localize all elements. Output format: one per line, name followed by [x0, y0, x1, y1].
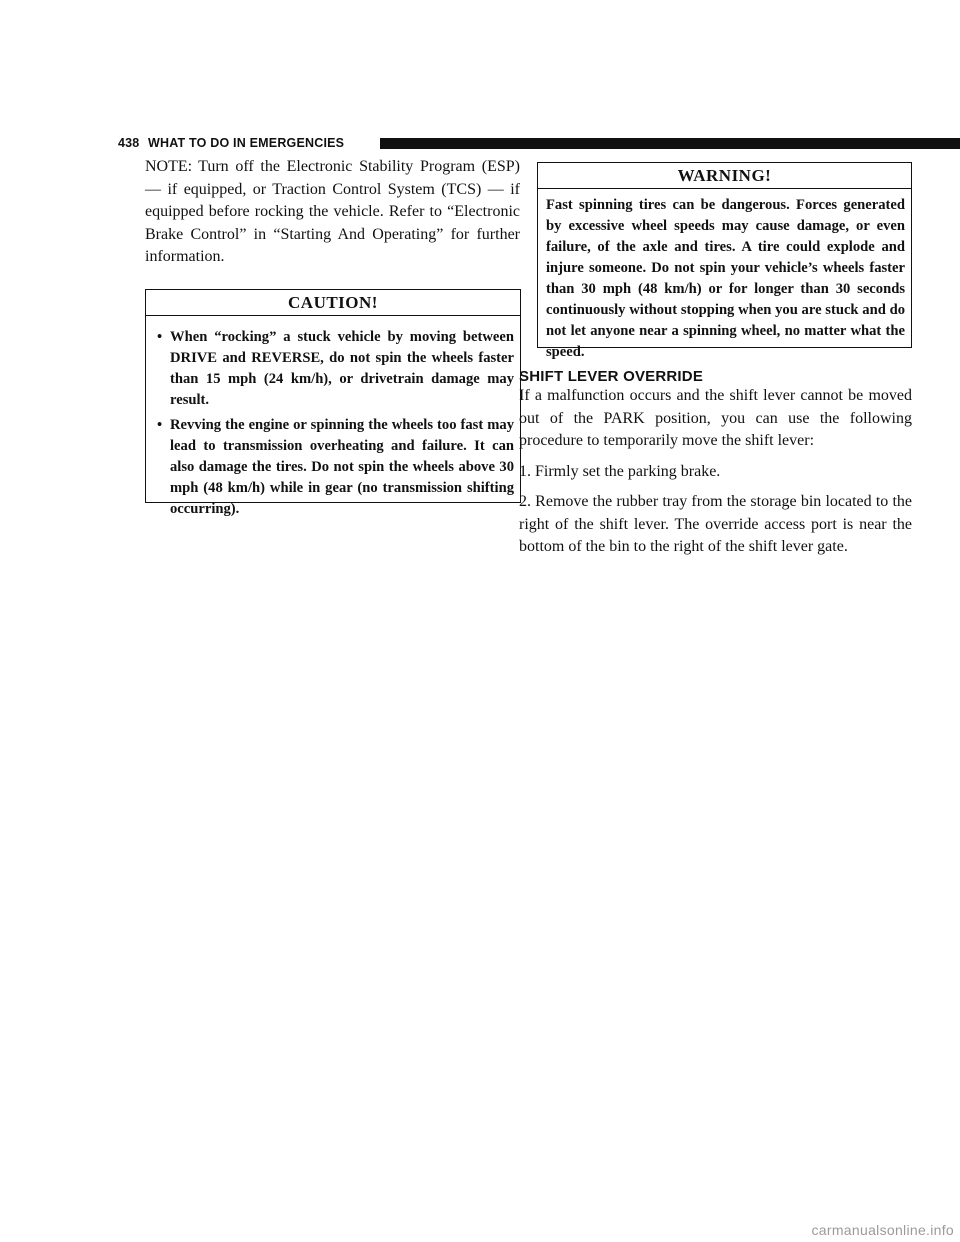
note-label: NOTE:	[145, 158, 193, 175]
section-title: WHAT TO DO IN EMERGENCIES	[148, 136, 345, 150]
shift-override-intro: If a malfunction occurs and the shift lever cannot be moved out of the PARK position, you can use the following procedure to temporarily move the shift lever:	[519, 387, 912, 449]
bullet-icon: •	[157, 328, 163, 345]
note-text: Turn off the Electronic Stability Program (ESP) — if equipped, or Traction Control System (TCS) — if equipped before rocking the vehicle. Refer to “Electronic Brake Control” in “Starting And Operating” for further information.	[145, 158, 520, 265]
shift-override-body	[519, 385, 912, 559]
warning-title: WARNING!	[538, 163, 911, 189]
header-rule	[380, 138, 960, 149]
right-column	[519, 162, 912, 559]
caution-box	[145, 289, 521, 517]
caution-item	[157, 327, 514, 411]
step-1: 1. Firmly set the parking brake.	[519, 462, 721, 480]
caution-title: CAUTION!	[146, 290, 520, 316]
step-2: 2. Remove the rubber tray from the storage bin located to the right of the shift lever. The override access port is near the bottom of the bin to the right of the shift lever gate.	[519, 493, 912, 555]
note-paragraph	[145, 156, 520, 269]
page-number: 438	[118, 136, 140, 150]
caution-item-text: Revving the engine or spinning the wheels too fast may lead to transmission overheating and failure. It can also damage the tires. Do not spin the wheels above 30 mph (48 km/h) while in gear (no transmission shifting occurring).	[170, 416, 514, 517]
watermark: carmanualsonline.info	[811, 1222, 954, 1238]
warning-text: Fast spinning tires can be dangerous. Forces generated by excessive wheel speeds may cause damage, or even failure, of the axle and tires. A tire could explode and injure someone. Do not spin your vehicle’s wheels faster than 30 mph (48 km/h) or for longer than 30 seconds continuously without stopping when you are stuck and do not let anyone near a spinning wheel, no matter what the speed.	[546, 197, 905, 360]
caution-item	[157, 415, 514, 520]
warning-box	[537, 162, 912, 360]
shift-lever-override-heading: SHIFT LEVER OVERRIDE	[519, 368, 704, 385]
caution-list	[146, 316, 520, 520]
page-header	[118, 137, 960, 151]
caution-item-text: When “rocking” a stuck vehicle by moving between DRIVE and REVERSE, do not spin the wheels faster than 15 mph (24 km/h), or drivetrain damage may result.	[170, 328, 514, 408]
bullet-icon: •	[157, 416, 163, 433]
left-column	[145, 156, 520, 517]
